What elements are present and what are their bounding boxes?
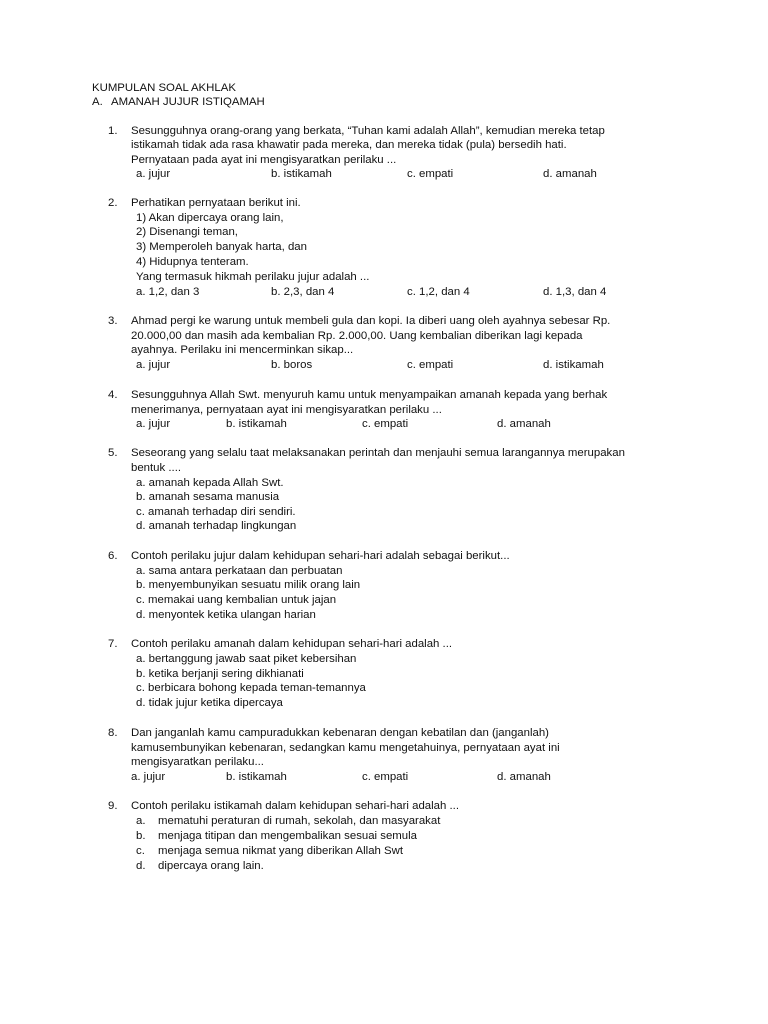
option-c: c. empati xyxy=(407,359,454,371)
option-d: d. amanah xyxy=(497,418,551,430)
option-c: c. amanah terhadap diri sendiri. xyxy=(136,506,296,518)
question-number: 1. xyxy=(108,125,118,137)
option-b: b. amanah sesama manusia xyxy=(136,491,280,503)
statement-item: 4) Hidupnya tenteram. xyxy=(136,256,249,268)
question-text-line: bentuk .... xyxy=(131,462,182,474)
option-a: mematuhi peraturan di rumah, sekolah, dan masyarakat xyxy=(158,815,441,827)
option-c: c. memakai uang kembalian untuk jajan xyxy=(136,594,337,606)
statement-item: 2) Disenangi teman, xyxy=(136,226,238,238)
question-text-line: Seseorang yang selalu taat melaksanakan perintah dan menjauhi semua larangannya merupakan xyxy=(131,447,625,459)
option-c: c. empati xyxy=(362,418,409,430)
question-text-line: Contoh perilaku jujur dalam kehidupan sehari-hari adalah sebagai berikut... xyxy=(131,550,510,562)
option-d: d. tidak jujur ketika dipercaya xyxy=(136,697,283,709)
question-text-line: mengisyaratkan perilaku... xyxy=(131,756,264,768)
document-title: KUMPULAN SOAL AKHLAK xyxy=(92,82,236,94)
option-b: b. ketika berjanji sering dikhianati xyxy=(136,668,304,680)
option-a: a. bertanggung jawab saat piket kebersihan xyxy=(136,653,357,665)
question-prompt: Yang termasuk hikmah perilaku jujur adalah ... xyxy=(136,271,370,283)
question-number: 3. xyxy=(108,315,118,327)
question-text-line: Sesungguhnya orang-orang yang berkata, “Tuhan kami adalah Allah”, kemudian mereka tetap xyxy=(131,125,605,137)
question-number: 8. xyxy=(108,727,118,739)
option-d: d. menyontek ketika ulangan harian xyxy=(136,609,316,621)
option-d: d. amanah xyxy=(543,168,597,180)
option-a: a. amanah kepada Allah Swt. xyxy=(136,477,284,489)
question-text-line: kamusembunyikan kebenaran, sedangkan kamu mengetahuinya, pernyataan ayat ini xyxy=(131,742,560,754)
question-text-line: menerimanya, pernyataan ayat ini mengisyaratkan perilaku ... xyxy=(131,404,442,416)
option-b: b. istikamah xyxy=(271,168,332,180)
option-b: b. istikamah xyxy=(226,771,287,783)
option-b: b. 2,3, dan 4 xyxy=(271,286,335,298)
option-a: a. jujur xyxy=(136,359,171,371)
option-d: d. amanah terhadap lingkungan xyxy=(136,520,297,532)
option-c: menjaga semua nikmat yang diberikan Allah Swt xyxy=(158,845,404,857)
section-title: AMANAH JUJUR ISTIQAMAH xyxy=(111,96,265,108)
question-text-line: Pernyataan pada ayat ini mengisyaratkan perilaku ... xyxy=(131,154,397,166)
option-c: c. berbicara bohong kepada teman-temannya xyxy=(136,682,366,694)
option-a: a. sama antara perkataan dan perbuatan xyxy=(136,565,343,577)
option-c: c. 1,2, dan 4 xyxy=(407,286,470,298)
statement-item: 3) Memperoleh banyak harta, dan xyxy=(136,241,307,253)
option-a: a. jujur xyxy=(136,168,171,180)
option-d: d. istikamah xyxy=(543,359,604,371)
option-c: c. empati xyxy=(407,168,454,180)
option-c-letter: c. xyxy=(136,845,145,857)
question-number: 2. xyxy=(108,197,118,209)
option-b: b. boros xyxy=(271,359,313,371)
question-text-line: Contoh perilaku istikamah dalam kehidupan sehari-hari adalah ... xyxy=(131,800,459,812)
question-text-line: Ahmad pergi ke warung untuk membeli gula dan kopi. Ia diberi uang oleh ayahnya sebesar Rp. xyxy=(131,315,611,327)
option-a: a. 1,2, dan 3 xyxy=(136,286,200,298)
question-text-line: 20.000,00 dan masih ada kembalian Rp. 2.000,00. Uang kembalian diberikan lagi kepada xyxy=(131,330,583,342)
statement-item: 1) Akan dipercaya orang lain, xyxy=(136,212,284,224)
option-d-letter: d. xyxy=(136,860,146,872)
option-d: d. amanah xyxy=(497,771,551,783)
option-b: b. menyembunyikan sesuatu milik orang lain xyxy=(136,579,361,591)
question-number: 9. xyxy=(108,800,118,812)
question-text-line: Perhatikan pernyataan berikut ini. xyxy=(131,197,301,209)
option-d: d. 1,3, dan 4 xyxy=(543,286,607,298)
option-a: a. jujur xyxy=(136,418,171,430)
option-a-letter: a. xyxy=(136,815,146,827)
question-number: 6. xyxy=(108,550,118,562)
option-b: b. istikamah xyxy=(226,418,287,430)
question-text-line: Contoh perilaku amanah dalam kehidupan sehari-hari adalah ... xyxy=(131,638,453,650)
question-text-line: Sesungguhnya Allah Swt. menyuruh kamu untuk menyampaikan amanah kepada yang berhak xyxy=(131,389,608,401)
question-number: 4. xyxy=(108,389,118,401)
option-c: c. empati xyxy=(362,771,409,783)
question-text-line: Dan janganlah kamu campuradukkan kebenaran dengan kebatilan dan (janganlah) xyxy=(131,727,549,739)
option-a: a. jujur xyxy=(131,771,166,783)
option-b: menjaga titipan dan mengembalikan sesuai semula xyxy=(158,830,417,842)
option-b-letter: b. xyxy=(136,830,146,842)
question-text-line: istikamah tidak ada rasa khawatir pada mereka, dan mereka tidak (pula) bersedih hati. xyxy=(131,139,567,151)
option-d: dipercaya orang lain. xyxy=(158,860,264,872)
question-number: 7. xyxy=(108,638,118,650)
question-number: 5. xyxy=(108,447,118,459)
question-text-line: ayahnya. Perilaku ini mencerminkan sikap... xyxy=(131,344,354,356)
section-letter: A. xyxy=(92,96,103,108)
